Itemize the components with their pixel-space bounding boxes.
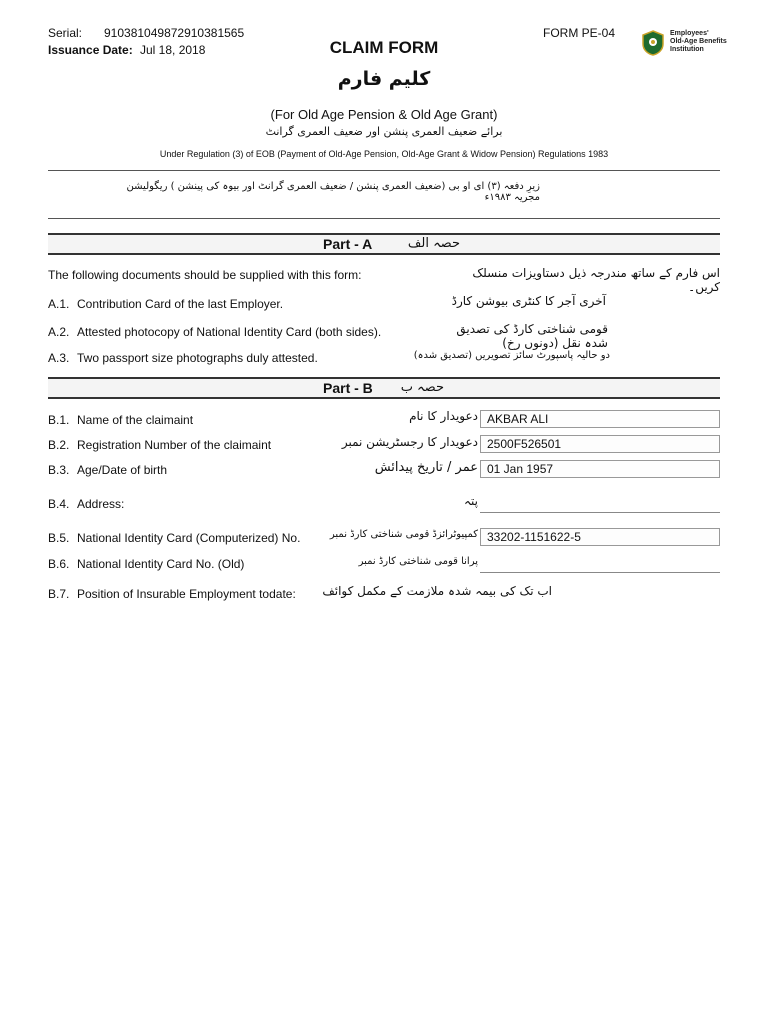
address-label-urdu: پتہ [464, 494, 478, 508]
org-name-line3: Institution [670, 46, 704, 53]
insurable-employment-label: Position of Insurable Employment todate: [77, 587, 296, 601]
date-of-birth-field[interactable]: 01 Jan 1957 [480, 460, 720, 478]
serial-label: Serial: [48, 26, 83, 40]
part-b-title-urdu: حصہ ب [400, 380, 444, 395]
registration-number-label: Registration Number of the claimaint [77, 438, 272, 452]
subtitle-urdu: برائے ضعیف العمری پنشن اور ضعیف العمری گرانٹ [265, 125, 503, 138]
insurable-employment-label-urdu: اب تک کی بیمہ شدہ ملازمت کے مکمل کوائف [322, 584, 552, 598]
part-a-item-urdu: دو حالیہ پاسپورٹ سائز تصویریں (تصدیق شدہ) [413, 350, 610, 361]
serial-value: 910381049872910381565 [104, 26, 245, 40]
form-code: FORM PE-04 [543, 26, 616, 40]
address-label: Address: [77, 497, 125, 511]
part-a-item-num: A.3. [48, 351, 70, 365]
registration-number-label-urdu: دعویدار کا رجسٹریشن نمبر [341, 435, 478, 449]
part-a-item-text: Two passport size photographs duly attested. [77, 351, 318, 365]
part-a-item-num: A.2. [48, 325, 70, 339]
old-nic-label: National Identity Card No. (Old) [77, 557, 245, 571]
regulation-text-urdu: زیرِ دفعہ (۳) ای او بی (ضعیف العمری پنشن / ضعیف العمری گرانٹ اور بیوہ کی پینشن ) ریگولیشن مجریہ ۱۹۸۳ء [126, 181, 540, 203]
claimant-name-label-urdu: دعویدار کا نام [409, 409, 478, 423]
issuance-date-value: Jul 18, 2018 [140, 43, 206, 57]
cnic-label: National Identity Card (Computerized) No. [77, 531, 301, 545]
part-b-item-num: B.2. [48, 438, 70, 452]
part-a-item-text: Contribution Card of the last Employer. [77, 297, 284, 311]
part-a-intro: The following documents should be supplied with this form: [48, 268, 362, 282]
old-nic-field[interactable] [480, 572, 720, 573]
regulation-text: Under Regulation (3) of EOB (Payment of Old-Age Pension, Old-Age Grant & Widow Pension) Regulations 1983 [159, 149, 609, 159]
registration-number-field[interactable]: 2500F526501 [480, 435, 720, 453]
claimant-name-label: Name of the claimaint [77, 413, 194, 427]
org-name-line1: Employees' [670, 30, 709, 37]
divider [48, 218, 720, 219]
part-a-title-urdu: حصہ الف [407, 236, 460, 251]
claimant-name-field[interactable]: AKBAR ALI [480, 410, 720, 428]
page-title: CLAIM FORM [329, 38, 439, 57]
part-b-item-num: B.7. [48, 587, 70, 601]
part-a-intro-urdu: اس فارم کے ساتھ مندرجہ ذیل دستاویزات منسلک کریں۔ [472, 266, 720, 294]
part-b-title: Part - B [323, 380, 373, 396]
date-of-birth-label: Age/Date of birth [77, 463, 168, 477]
org-name-line2: Old-Age Benefits [670, 38, 727, 45]
part-b-item-num: B.5. [48, 531, 70, 545]
subtitle: (For Old Age Pension & Old Age Grant) [270, 107, 498, 122]
part-a-header-bar [48, 233, 720, 255]
part-b-item-num: B.1. [48, 413, 70, 427]
cnic-label-urdu: کمپیوٹرائزڈ قومی شناختی کارڈ نمبر [329, 529, 478, 540]
part-a-item-urdu: قومی شناختی کارڈ کی تصدیق شدہ نقل (دونوں رخ) [456, 322, 608, 350]
part-a-item-urdu: آخری آجر کا کنٹری بیوشن کارڈ [451, 294, 606, 308]
part-b-item-num: B.4. [48, 497, 70, 511]
divider [48, 170, 720, 171]
part-a-item-num: A.1. [48, 297, 70, 311]
date-of-birth-label-urdu: عمر / تاریخ پیدائش [374, 460, 478, 475]
address-field[interactable] [480, 512, 720, 513]
old-nic-label-urdu: پرانا قومی شناختی کارڈ نمبر [358, 556, 478, 567]
cnic-field[interactable]: 33202-1151622-5 [480, 528, 720, 546]
part-a-title: Part - A [323, 236, 373, 252]
part-a-item-text: Attested photocopy of National Identity Card (both sides). [77, 325, 382, 339]
issuance-date-label: Issuance Date: [48, 43, 133, 57]
page-title-urdu: کلیم فارم [337, 68, 431, 90]
part-b-item-num: B.6. [48, 557, 70, 571]
part-b-item-num: B.3. [48, 463, 70, 477]
